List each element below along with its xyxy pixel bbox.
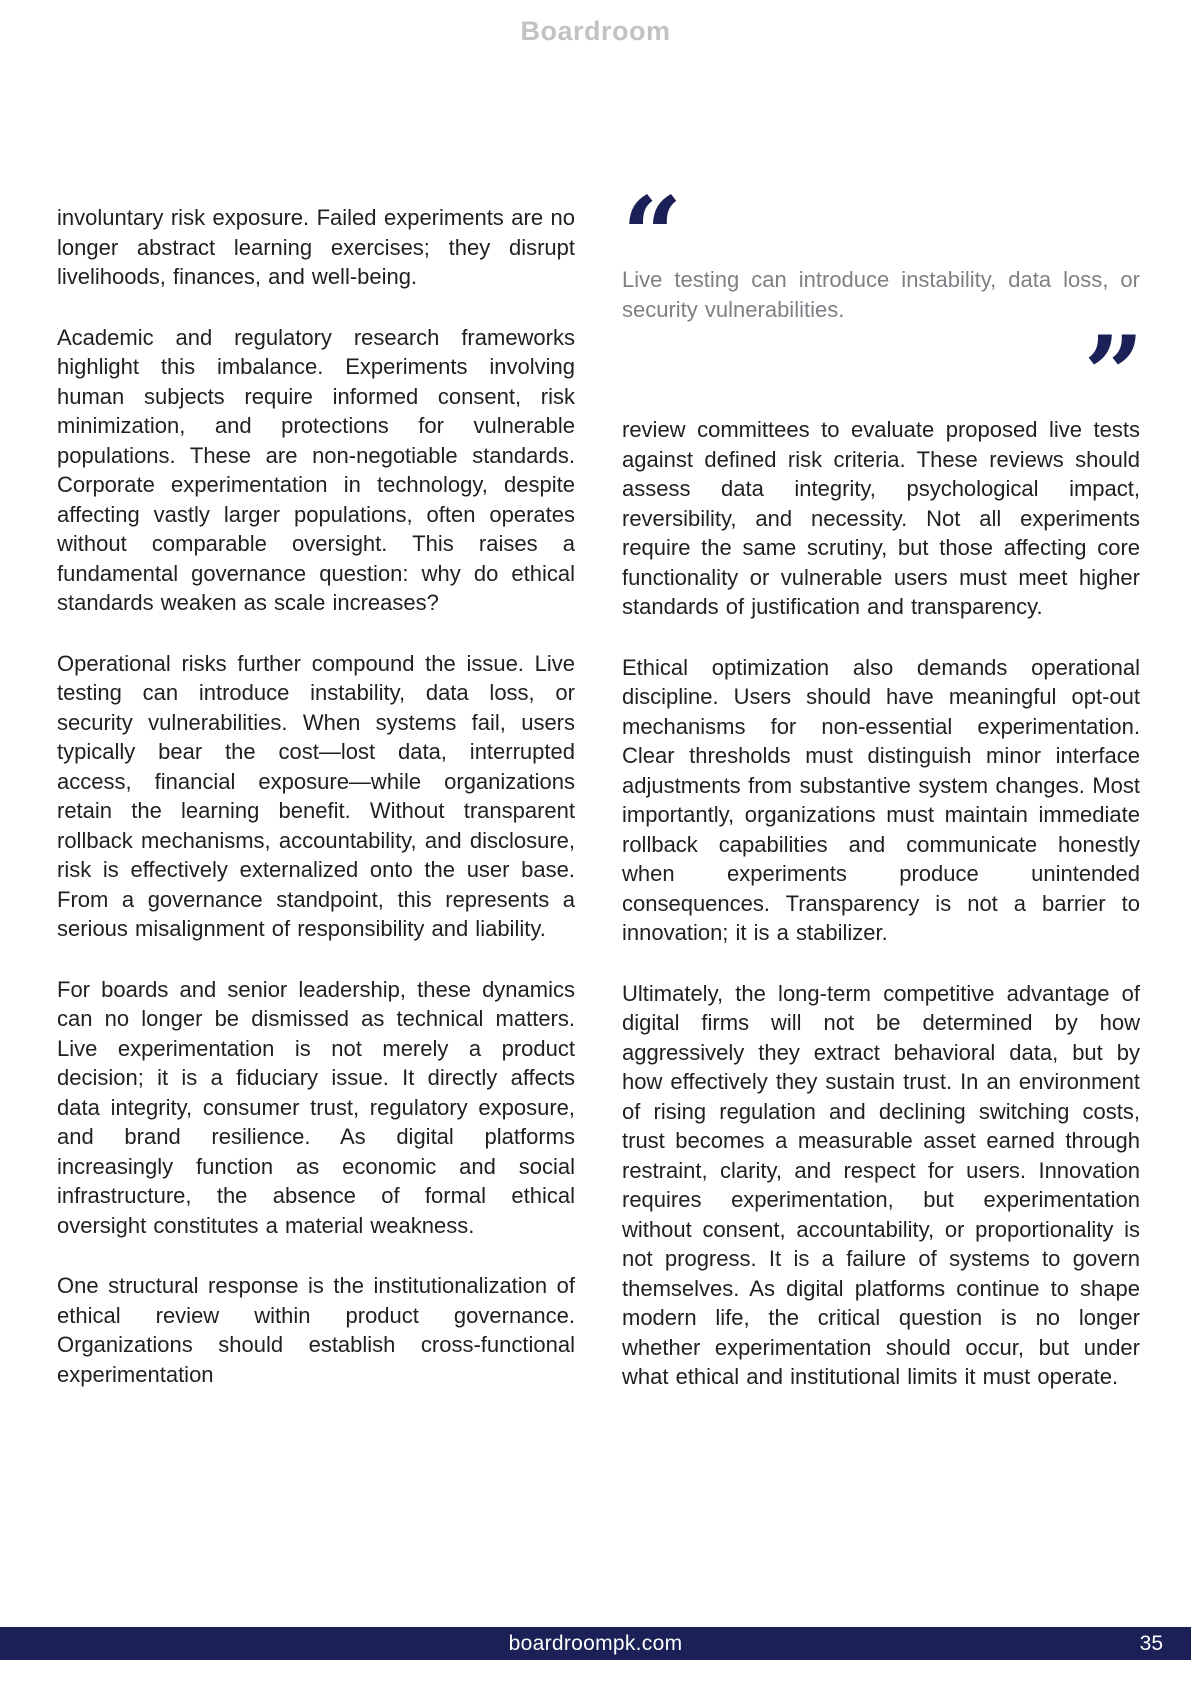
pull-quote: [622, 173, 1140, 436]
body-paragraph: For boards and senior leadership, these dynamics can no longer be dismissed as technical matters. Live experimentation is not merely a product decision; it is a fiduciary issue. It directly affects data integrity, consumer trust, regulatory exposure, and brand resilience. As digital platforms increasingly function as economic and social infrastructure, the absence of formal ethical oversight constitutes a material weakness.: [57, 976, 575, 1238]
body-paragraph: involuntary risk exposure. Failed experiments are no longer abstract learning exercises; they disrupt livelihoods, finances, and well-being.: [57, 205, 575, 289]
body-paragraph: review committees to evaluate proposed live tests against defined risk criteria. These reviews should assess data integrity, psychological impact, reversibility, and necessity. Not all experiments require the same scrutiny, but those affecting core functionality or vulnerable users must meet higher standards of justification and transparency.: [622, 417, 1140, 619]
page-number: 35: [1139, 1631, 1163, 1655]
footer-url-link[interactable]: boardroompk.com: [508, 1631, 683, 1655]
pull-quote-text: Live testing can introduce instability, data loss, or security vulnerabilities.: [622, 267, 1140, 322]
body-paragraph: One structural response is the institutionalization of ethical review within product governance. Organizations should establish cross-functional experimentation: [57, 1273, 575, 1387]
close-quote-icon: ”: [1083, 312, 1140, 436]
right-column: [622, 173, 1140, 1392]
body-paragraph: Operational risks further compound the issue. Live testing can introduce instability, data loss, or security vulnerabilities. When systems fail, users typically bear the cost—lost data, interrupted access, financial exposure—while organizations retain the learning benefit. Without transparent rollback mechanisms, accountability, and disclosure, risk is effectively externalized onto the user base. From a governance standpoint, this represents a serious misalignment of responsibility and liability.: [57, 650, 575, 941]
page-content: [57, 173, 1140, 1392]
magazine-title: Boardroom: [520, 16, 671, 46]
footer-bar: [0, 1627, 1191, 1660]
left-column: [57, 203, 575, 1392]
body-paragraph: Ultimately, the long-term competitive advantage of digital firms will not be determined by how aggressively they extract behavioral data, but by how effectively they sustain trust. In an environment of rising regulation and declining switching costs, trust becomes a measurable asset earned through restraint, clarity, and respect for users. Innovation requires experimentation, but experimentation without consent, accountability, or proportionality is not progress. It is a failure of systems to govern themselves. As digital platforms continue to shape modern life, the critical question is no longer whether experimentation should occur, but under what ethical and institutional limits it must operate.: [622, 980, 1140, 1389]
body-paragraph: Ethical optimization also demands operational discipline. Users should have meaningful opt-out mechanisms for non-essential experimentation. Clear thresholds must distinguish minor interface adjustments from substantive system changes. Most importantly, organizations must maintain immediate rollback capabilities and communicate honestly when experiments produce unintended consequences. Transparency is not a barrier to innovation; it is a stabilizer.: [622, 654, 1140, 945]
body-paragraph: Academic and regulatory research frameworks highlight this imbalance. Experiments involving human subjects require informed consent, risk minimization, and protections for vulnerable populations. These are non-negotiable standards. Corporate experimentation in technology, despite affecting vastly larger populations, often operates without comparable oversight. This raises a fundamental governance question: why do ethical standards weaken as scale increases?: [57, 324, 575, 615]
open-quote-icon: “: [622, 173, 679, 297]
